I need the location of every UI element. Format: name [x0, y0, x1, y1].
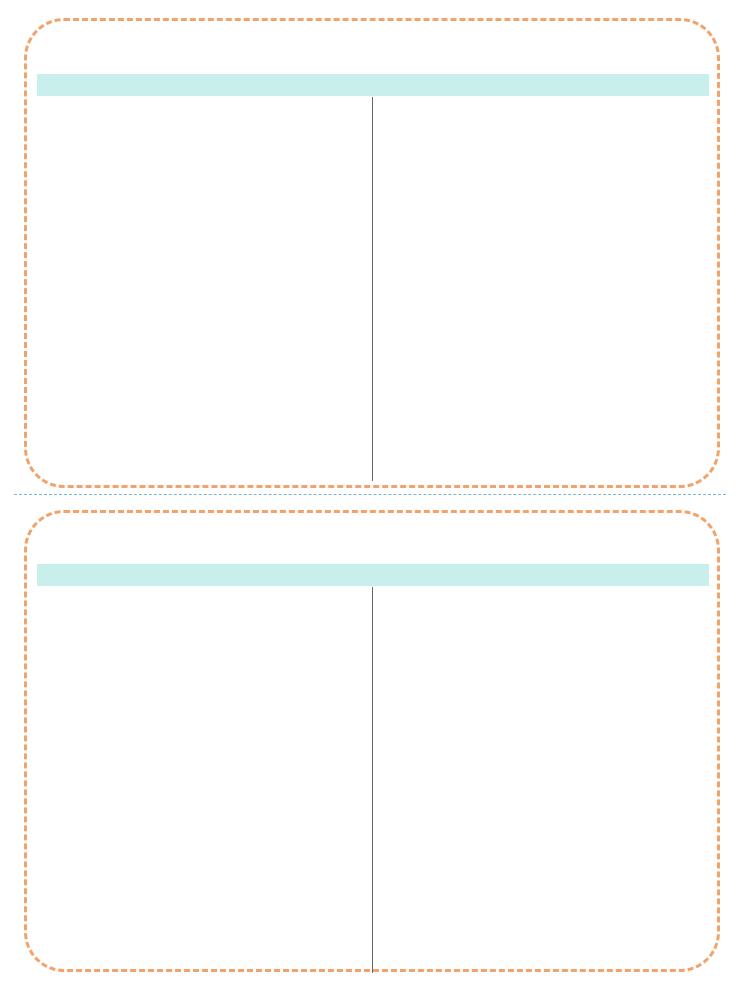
unit-band — [37, 564, 709, 586]
card-chinese-to-english — [24, 510, 720, 972]
column-divider — [372, 587, 373, 973]
cut-line — [14, 494, 726, 495]
card-english-to-chinese — [24, 18, 720, 488]
unit-band — [37, 74, 709, 96]
column-divider — [372, 97, 373, 481]
